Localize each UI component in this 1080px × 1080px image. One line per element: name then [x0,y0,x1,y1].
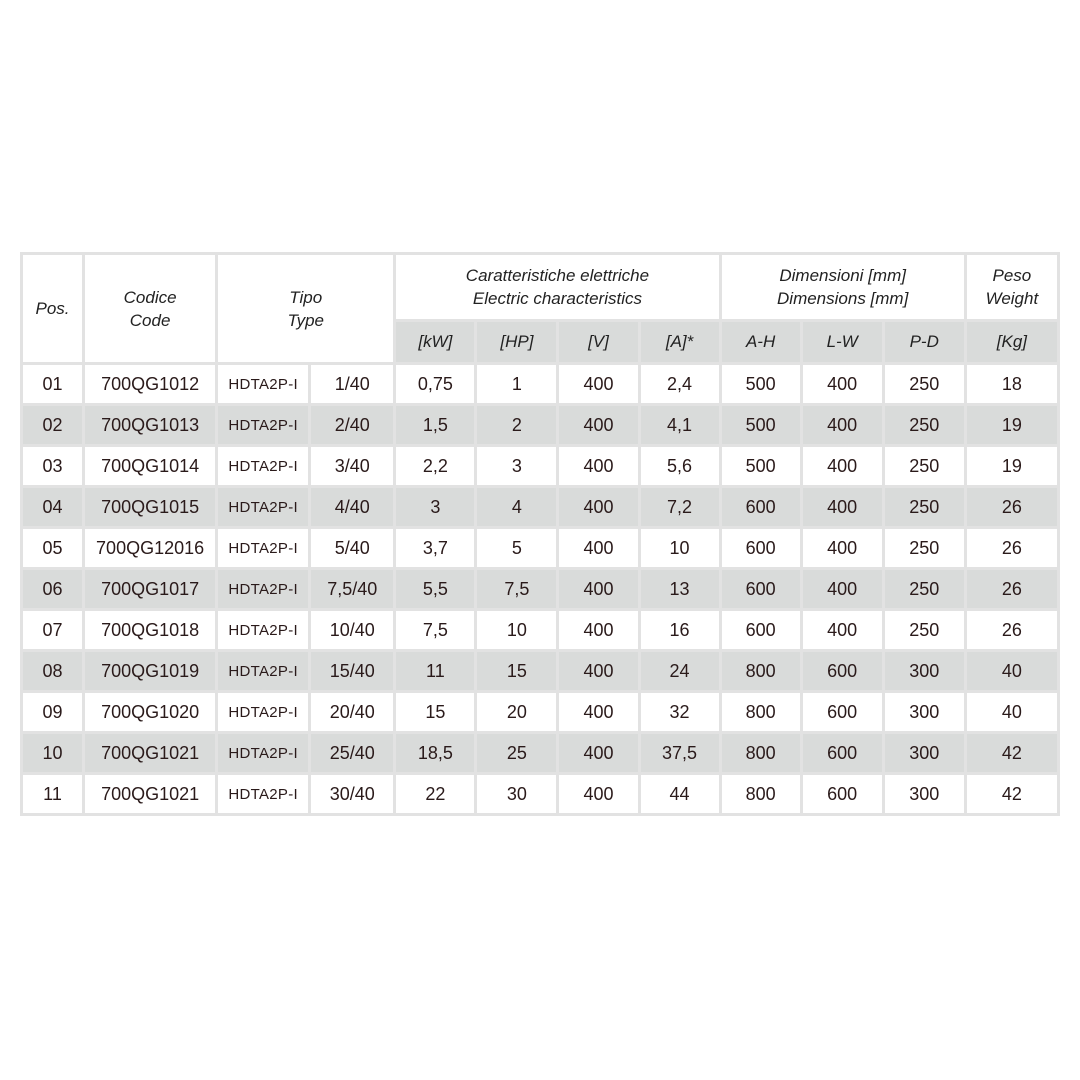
cell-dim-pd: 300 [883,733,965,774]
cell-code: 700QG1020 [84,692,217,733]
table-row [22,651,1059,692]
header-hp: [HP] [476,321,558,364]
header-code-line1: Codice [123,287,177,307]
header-lw: L-W [801,321,883,364]
cell-hp: 25 [476,733,558,774]
cell-type-model: HDTA2P-I [217,569,310,610]
cell-pos: 06 [22,569,84,610]
header-dimensions [720,254,965,321]
cell-type-model: HDTA2P-I [217,405,310,446]
header-type-line1: Tipo [289,287,323,307]
cell-pos: 07 [22,610,84,651]
header-weight-line2: Weight [985,289,1039,308]
header-ah: A-H [720,321,801,364]
cell-voltage: 400 [558,692,639,733]
cell-weight: 40 [965,692,1058,733]
cell-dim-lw: 600 [801,733,883,774]
cell-pos: 04 [22,487,84,528]
cell-type-size: 4/40 [310,487,395,528]
cell-hp: 20 [476,692,558,733]
table-body [22,364,1059,815]
cell-dim-ah: 800 [720,774,801,815]
cell-dim-ah: 500 [720,405,801,446]
cell-type-model: HDTA2P-I [217,610,310,651]
cell-current: 44 [639,774,720,815]
cell-voltage: 400 [558,528,639,569]
cell-type-size: 25/40 [310,733,395,774]
cell-type-size: 20/40 [310,692,395,733]
cell-dim-ah: 600 [720,569,801,610]
cell-dim-lw: 400 [801,569,883,610]
cell-dim-lw: 400 [801,610,883,651]
cell-dim-lw: 600 [801,651,883,692]
cell-kw: 0,75 [395,364,476,405]
cell-current: 24 [639,651,720,692]
header-type-line2: Type [287,310,325,330]
header-kg: [Kg] [965,321,1058,364]
cell-dim-pd: 300 [883,692,965,733]
spec-table [20,252,1060,816]
table-row [22,528,1059,569]
cell-kw: 1,5 [395,405,476,446]
cell-pos: 03 [22,446,84,487]
cell-code: 700QG1021 [84,733,217,774]
cell-dim-pd: 250 [883,487,965,528]
table-row [22,487,1059,528]
cell-type-size: 15/40 [310,651,395,692]
cell-weight: 26 [965,528,1058,569]
cell-hp: 2 [476,405,558,446]
cell-weight: 26 [965,610,1058,651]
cell-weight: 19 [965,446,1058,487]
table-row [22,692,1059,733]
table-row [22,405,1059,446]
cell-pos: 10 [22,733,84,774]
cell-kw: 15 [395,692,476,733]
header-pos: Pos. [22,254,84,364]
cell-dim-pd: 250 [883,446,965,487]
table-row [22,774,1059,815]
cell-current: 4,1 [639,405,720,446]
cell-dim-pd: 250 [883,569,965,610]
header-code-line2: Code [129,310,171,330]
header-type [217,254,395,364]
cell-code: 700QG1014 [84,446,217,487]
cell-pos: 02 [22,405,84,446]
cell-dim-lw: 400 [801,364,883,405]
cell-dim-ah: 600 [720,610,801,651]
cell-dim-lw: 400 [801,446,883,487]
cell-type-model: HDTA2P-I [217,774,310,815]
cell-code: 700QG1017 [84,569,217,610]
cell-pos: 11 [22,774,84,815]
cell-hp: 1 [476,364,558,405]
cell-hp: 4 [476,487,558,528]
cell-kw: 5,5 [395,569,476,610]
cell-kw: 22 [395,774,476,815]
cell-current: 37,5 [639,733,720,774]
cell-type-model: HDTA2P-I [217,733,310,774]
cell-kw: 18,5 [395,733,476,774]
cell-kw: 3 [395,487,476,528]
cell-dim-pd: 300 [883,651,965,692]
table-row [22,364,1059,405]
cell-current: 7,2 [639,487,720,528]
cell-current: 10 [639,528,720,569]
cell-type-model: HDTA2P-I [217,651,310,692]
cell-type-size: 1/40 [310,364,395,405]
cell-dim-ah: 800 [720,733,801,774]
cell-dim-lw: 400 [801,528,883,569]
cell-code: 700QG1018 [84,610,217,651]
cell-weight: 18 [965,364,1058,405]
cell-type-size: 2/40 [310,405,395,446]
cell-type-size: 7,5/40 [310,569,395,610]
cell-dim-ah: 600 [720,528,801,569]
table-row [22,569,1059,610]
cell-dim-lw: 400 [801,487,883,528]
cell-code: 700QG1013 [84,405,217,446]
table-row [22,610,1059,651]
header-pd: P-D [883,321,965,364]
cell-voltage: 400 [558,610,639,651]
cell-dim-ah: 800 [720,651,801,692]
cell-dim-pd: 250 [883,405,965,446]
cell-code: 700QG1012 [84,364,217,405]
cell-dim-pd: 300 [883,774,965,815]
cell-weight: 42 [965,774,1058,815]
cell-voltage: 400 [558,651,639,692]
cell-hp: 3 [476,446,558,487]
cell-weight: 42 [965,733,1058,774]
header-a: [A]* [639,321,720,364]
cell-kw: 3,7 [395,528,476,569]
cell-type-model: HDTA2P-I [217,364,310,405]
cell-current: 32 [639,692,720,733]
header-kw: [kW] [395,321,476,364]
cell-type-model: HDTA2P-I [217,692,310,733]
cell-kw: 2,2 [395,446,476,487]
cell-code: 700QG1015 [84,487,217,528]
cell-voltage: 400 [558,569,639,610]
header-dimensions-line2: Dimensions [mm] [777,289,909,308]
cell-voltage: 400 [558,487,639,528]
cell-kw: 7,5 [395,610,476,651]
cell-weight: 19 [965,405,1058,446]
cell-weight: 26 [965,487,1058,528]
header-dimensions-line1: Dimensioni [mm] [779,266,906,285]
cell-current: 2,4 [639,364,720,405]
header-v: [V] [558,321,639,364]
cell-dim-ah: 600 [720,487,801,528]
spec-table-container [20,252,1060,816]
cell-code: 700QG1021 [84,774,217,815]
cell-voltage: 400 [558,364,639,405]
cell-hp: 5 [476,528,558,569]
cell-dim-pd: 250 [883,528,965,569]
cell-type-size: 5/40 [310,528,395,569]
cell-type-model: HDTA2P-I [217,528,310,569]
cell-type-size: 10/40 [310,610,395,651]
cell-dim-lw: 600 [801,692,883,733]
cell-current: 16 [639,610,720,651]
cell-code: 700QG1019 [84,651,217,692]
header-weight [965,254,1058,321]
cell-voltage: 400 [558,733,639,774]
header-electric-line2: Electric characteristics [472,289,642,308]
cell-dim-pd: 250 [883,610,965,651]
cell-pos: 08 [22,651,84,692]
cell-weight: 40 [965,651,1058,692]
cell-voltage: 400 [558,405,639,446]
cell-dim-pd: 250 [883,364,965,405]
cell-hp: 30 [476,774,558,815]
cell-type-model: HDTA2P-I [217,446,310,487]
cell-dim-ah: 800 [720,692,801,733]
cell-voltage: 400 [558,446,639,487]
header-electric [395,254,720,321]
cell-hp: 10 [476,610,558,651]
cell-type-size: 3/40 [310,446,395,487]
table-row [22,446,1059,487]
header-code [84,254,217,364]
cell-current: 13 [639,569,720,610]
table-row [22,733,1059,774]
header-weight-line1: Peso [992,266,1032,285]
cell-type-size: 30/40 [310,774,395,815]
cell-pos: 05 [22,528,84,569]
cell-current: 5,6 [639,446,720,487]
cell-type-model: HDTA2P-I [217,487,310,528]
cell-dim-ah: 500 [720,446,801,487]
cell-dim-lw: 400 [801,405,883,446]
cell-hp: 15 [476,651,558,692]
cell-pos: 01 [22,364,84,405]
header-electric-line1: Caratteristiche elettriche [465,266,650,285]
cell-hp: 7,5 [476,569,558,610]
cell-kw: 11 [395,651,476,692]
cell-dim-lw: 600 [801,774,883,815]
cell-dim-ah: 500 [720,364,801,405]
cell-code: 700QG12016 [84,528,217,569]
cell-voltage: 400 [558,774,639,815]
cell-weight: 26 [965,569,1058,610]
cell-pos: 09 [22,692,84,733]
